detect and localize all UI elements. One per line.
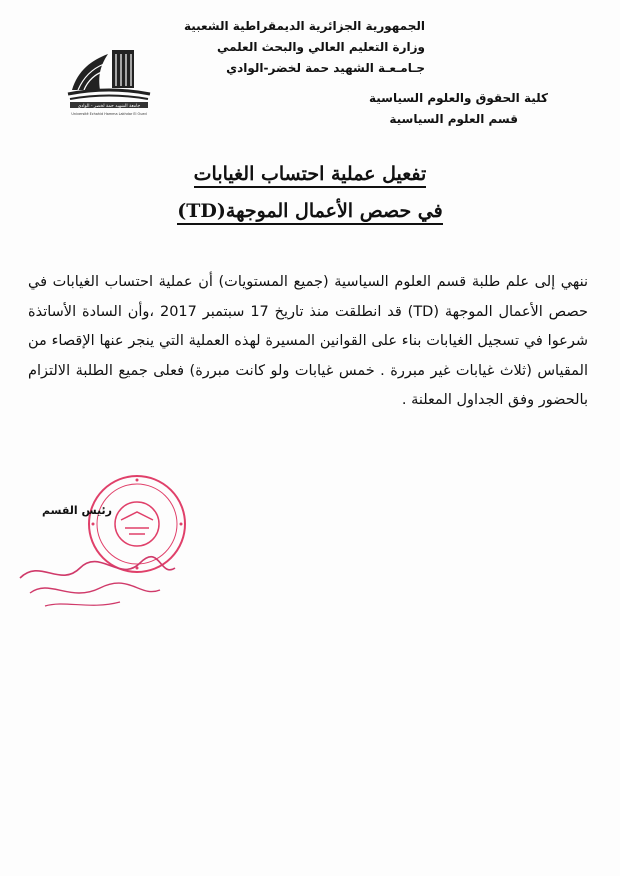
- header-line-republic: الجمهورية الجزائرية الديمقراطية الشعبية: [183, 19, 425, 33]
- logo-caption-latin: Université Echahid Hamma Lakhdar El Oued: [71, 112, 147, 116]
- signature-label: رئيس القسم: [42, 504, 112, 517]
- notice-title: [0, 163, 620, 185]
- notice-body: [28, 268, 588, 416]
- faculty-name: كلية الحقوق والعلوم السياسية: [368, 91, 548, 105]
- logo-caption-arabic: جامعة الشهيد حمة لخضر - الوادي: [77, 104, 141, 109]
- notice-title-line2: في حصص الأعمال الموجهة(TD): [177, 200, 442, 225]
- header-line-ministry: وزارة التعليم العالي والبحث العلمي: [216, 40, 425, 54]
- faculty-header: [318, 88, 548, 130]
- notice-title-line1: تفعيل عملية احتساب الغيابات: [194, 163, 427, 188]
- notice-paragraph: ننهي إلى علم طلبة قسم العلوم السياسية (جميع المستويات) أن عملية احتساب الغيابات في حصص الأعمال الموجهة (TD) قد انطلقت منذ تاريخ 17 سبتمبر 2017 ،وأن السادة الأساتذة شرعوا في تسجيل الغيابات بناء على القوانين المسيرة لهذه العملية التي ينجر عنها الإقصاء من المقياس (ثلاث غيابات غير مبررة . خمس غيابات ولو كانت مبررة) فعلى جميع الطلبة الالتزام بالحضور وفق الجداول المعلنة .: [28, 274, 588, 408]
- department-name: قسم العلوم السياسية: [389, 112, 518, 126]
- institution-header: [125, 16, 425, 79]
- university-logo: [64, 40, 154, 120]
- signature-scribble: [10, 548, 180, 618]
- notice-subtitle: [0, 200, 620, 222]
- header-line-university: جـامـعـة الشهيد حمة لخضر-الوادي: [226, 61, 425, 75]
